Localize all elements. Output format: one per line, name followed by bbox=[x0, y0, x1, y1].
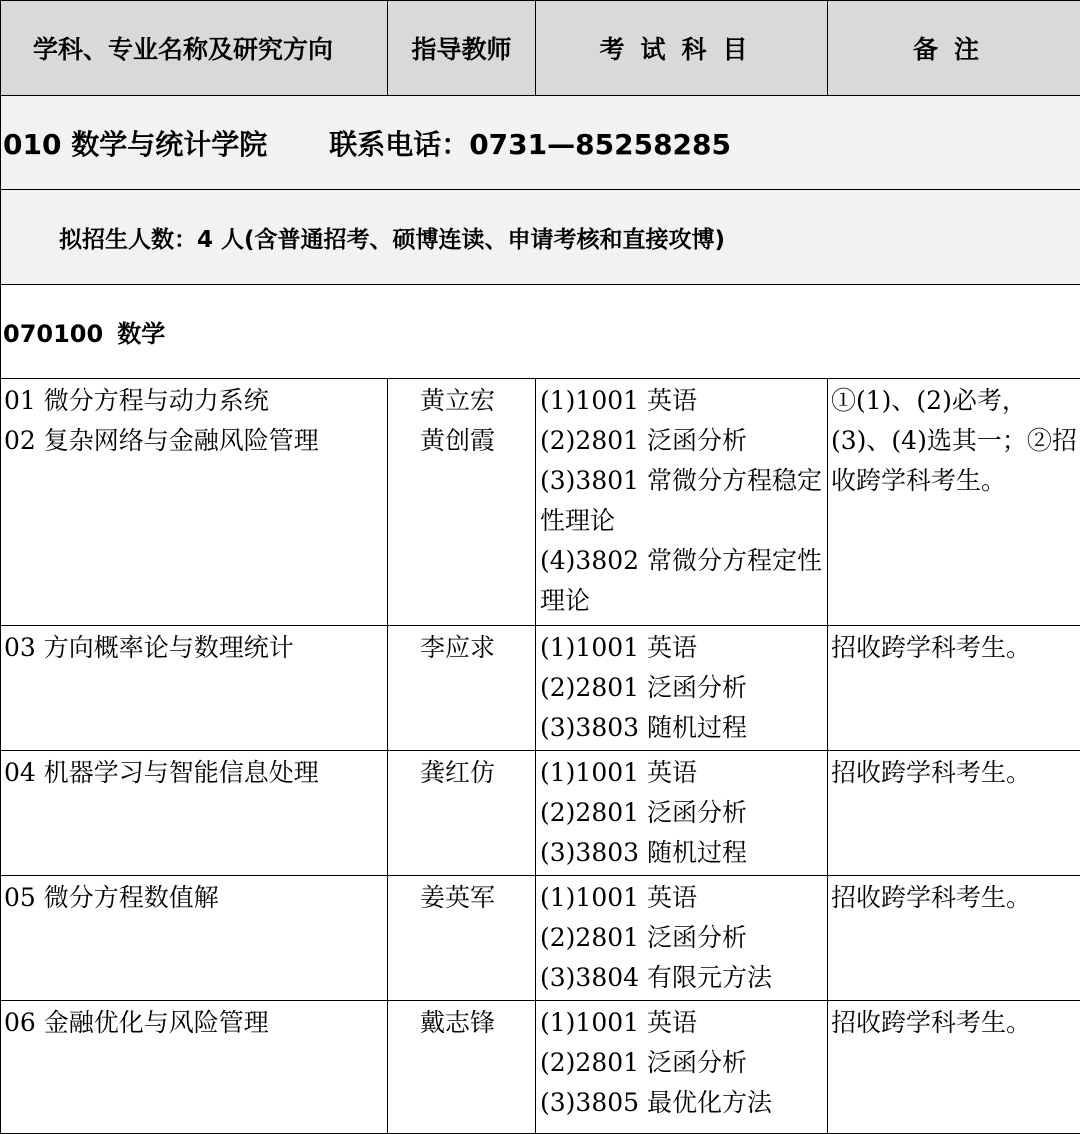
exam-item: (3)3801 常微分方程稳定性理论 bbox=[540, 461, 827, 541]
table-header-row bbox=[1, 1, 1080, 96]
supervisor-name: 李应求 bbox=[388, 628, 527, 668]
remark-cell: ①(1)、(2)必考，(3)、(4)选其一；②招收跨学科考生。 bbox=[828, 379, 1080, 626]
header-exam-subjects: 考试科目 bbox=[536, 1, 828, 96]
supervisor-cell bbox=[388, 626, 536, 751]
subject-row bbox=[1, 285, 1080, 379]
exam-cell bbox=[536, 379, 828, 626]
exam-item: (1)1001 英语 bbox=[540, 628, 827, 668]
direction-item: 04 机器学习与智能信息处理 bbox=[4, 753, 387, 793]
exam-item: (3)3803 随机过程 bbox=[540, 708, 827, 748]
supervisor-cell bbox=[388, 1001, 536, 1134]
remark-cell: 招收跨学科考生。 bbox=[828, 751, 1080, 876]
exam-cell bbox=[536, 1001, 828, 1134]
supervisor-cell bbox=[388, 751, 536, 876]
quota-text: 拟招生人数：4 人(含普通招考、硕博连读、申请考核和直接攻博) bbox=[1, 190, 1080, 285]
exam-item: (3)3805 最优化方法 bbox=[540, 1083, 827, 1123]
exam-cell bbox=[536, 751, 828, 876]
exam-item: (2)2801 泛函分析 bbox=[540, 668, 827, 708]
quota-row bbox=[1, 190, 1080, 285]
table-row bbox=[1, 876, 1080, 1001]
direction-cell bbox=[1, 1001, 388, 1134]
exam-item: (3)3803 随机过程 bbox=[540, 833, 827, 873]
header-discipline: 学科、专业名称及研究方向 bbox=[1, 1, 388, 96]
table-row bbox=[1, 379, 1080, 626]
exam-item: (2)2801 泛函分析 bbox=[540, 918, 827, 958]
college-phone: 联系电话：0731—85258285 bbox=[329, 128, 731, 161]
subject-cell bbox=[1, 285, 1080, 379]
direction-item: 05 微分方程数值解 bbox=[4, 878, 387, 918]
supervisor-name: 戴志锋 bbox=[388, 1003, 527, 1043]
exam-item: (1)1001 英语 bbox=[540, 753, 827, 793]
direction-item: 03 方向概率论与数理统计 bbox=[4, 628, 387, 668]
direction-item: 06 金融优化与风险管理 bbox=[4, 1003, 387, 1043]
supervisor-cell bbox=[388, 876, 536, 1001]
supervisor-name: 黄创霞 bbox=[388, 421, 527, 461]
supervisor-name: 黄立宏 bbox=[388, 381, 527, 421]
exam-item: (1)1001 英语 bbox=[540, 878, 827, 918]
remark-cell: 招收跨学科考生。 bbox=[828, 626, 1080, 751]
header-remarks: 备注 bbox=[828, 1, 1080, 96]
exam-item: (3)3804 有限元方法 bbox=[540, 958, 827, 998]
exam-cell bbox=[536, 626, 828, 751]
subject-name: 数学 bbox=[117, 320, 165, 348]
table-row bbox=[1, 1001, 1080, 1134]
direction-cell bbox=[1, 876, 388, 1001]
college-name: 010 数学与统计学院 bbox=[3, 128, 267, 161]
subject-code: 070100 bbox=[3, 320, 103, 348]
college-cell bbox=[1, 96, 1080, 190]
direction-item: 01 微分方程与动力系统 bbox=[4, 381, 387, 421]
supervisor-cell bbox=[388, 379, 536, 626]
direction-cell bbox=[1, 379, 388, 626]
supervisor-name: 姜英军 bbox=[388, 878, 527, 918]
exam-cell bbox=[536, 876, 828, 1001]
direction-item: 02 复杂网络与金融风险管理 bbox=[4, 421, 387, 461]
remark-cell: 招收跨学科考生。 bbox=[828, 1001, 1080, 1134]
table-row bbox=[1, 626, 1080, 751]
exam-item: (2)2801 泛函分析 bbox=[540, 421, 827, 461]
exam-item: (2)2801 泛函分析 bbox=[540, 1043, 827, 1083]
college-row bbox=[1, 96, 1080, 190]
header-supervisor: 指导教师 bbox=[388, 1, 536, 96]
table-row bbox=[1, 751, 1080, 876]
direction-cell bbox=[1, 751, 388, 876]
exam-item: (1)1001 英语 bbox=[540, 381, 827, 421]
direction-cell bbox=[1, 626, 388, 751]
exam-item: (1)1001 英语 bbox=[540, 1003, 827, 1043]
supervisor-name: 龚红仿 bbox=[388, 753, 527, 793]
remark-cell: 招收跨学科考生。 bbox=[828, 876, 1080, 1001]
exam-item: (4)3802 常微分方程定性理论 bbox=[540, 541, 827, 621]
exam-item: (2)2801 泛函分析 bbox=[540, 793, 827, 833]
